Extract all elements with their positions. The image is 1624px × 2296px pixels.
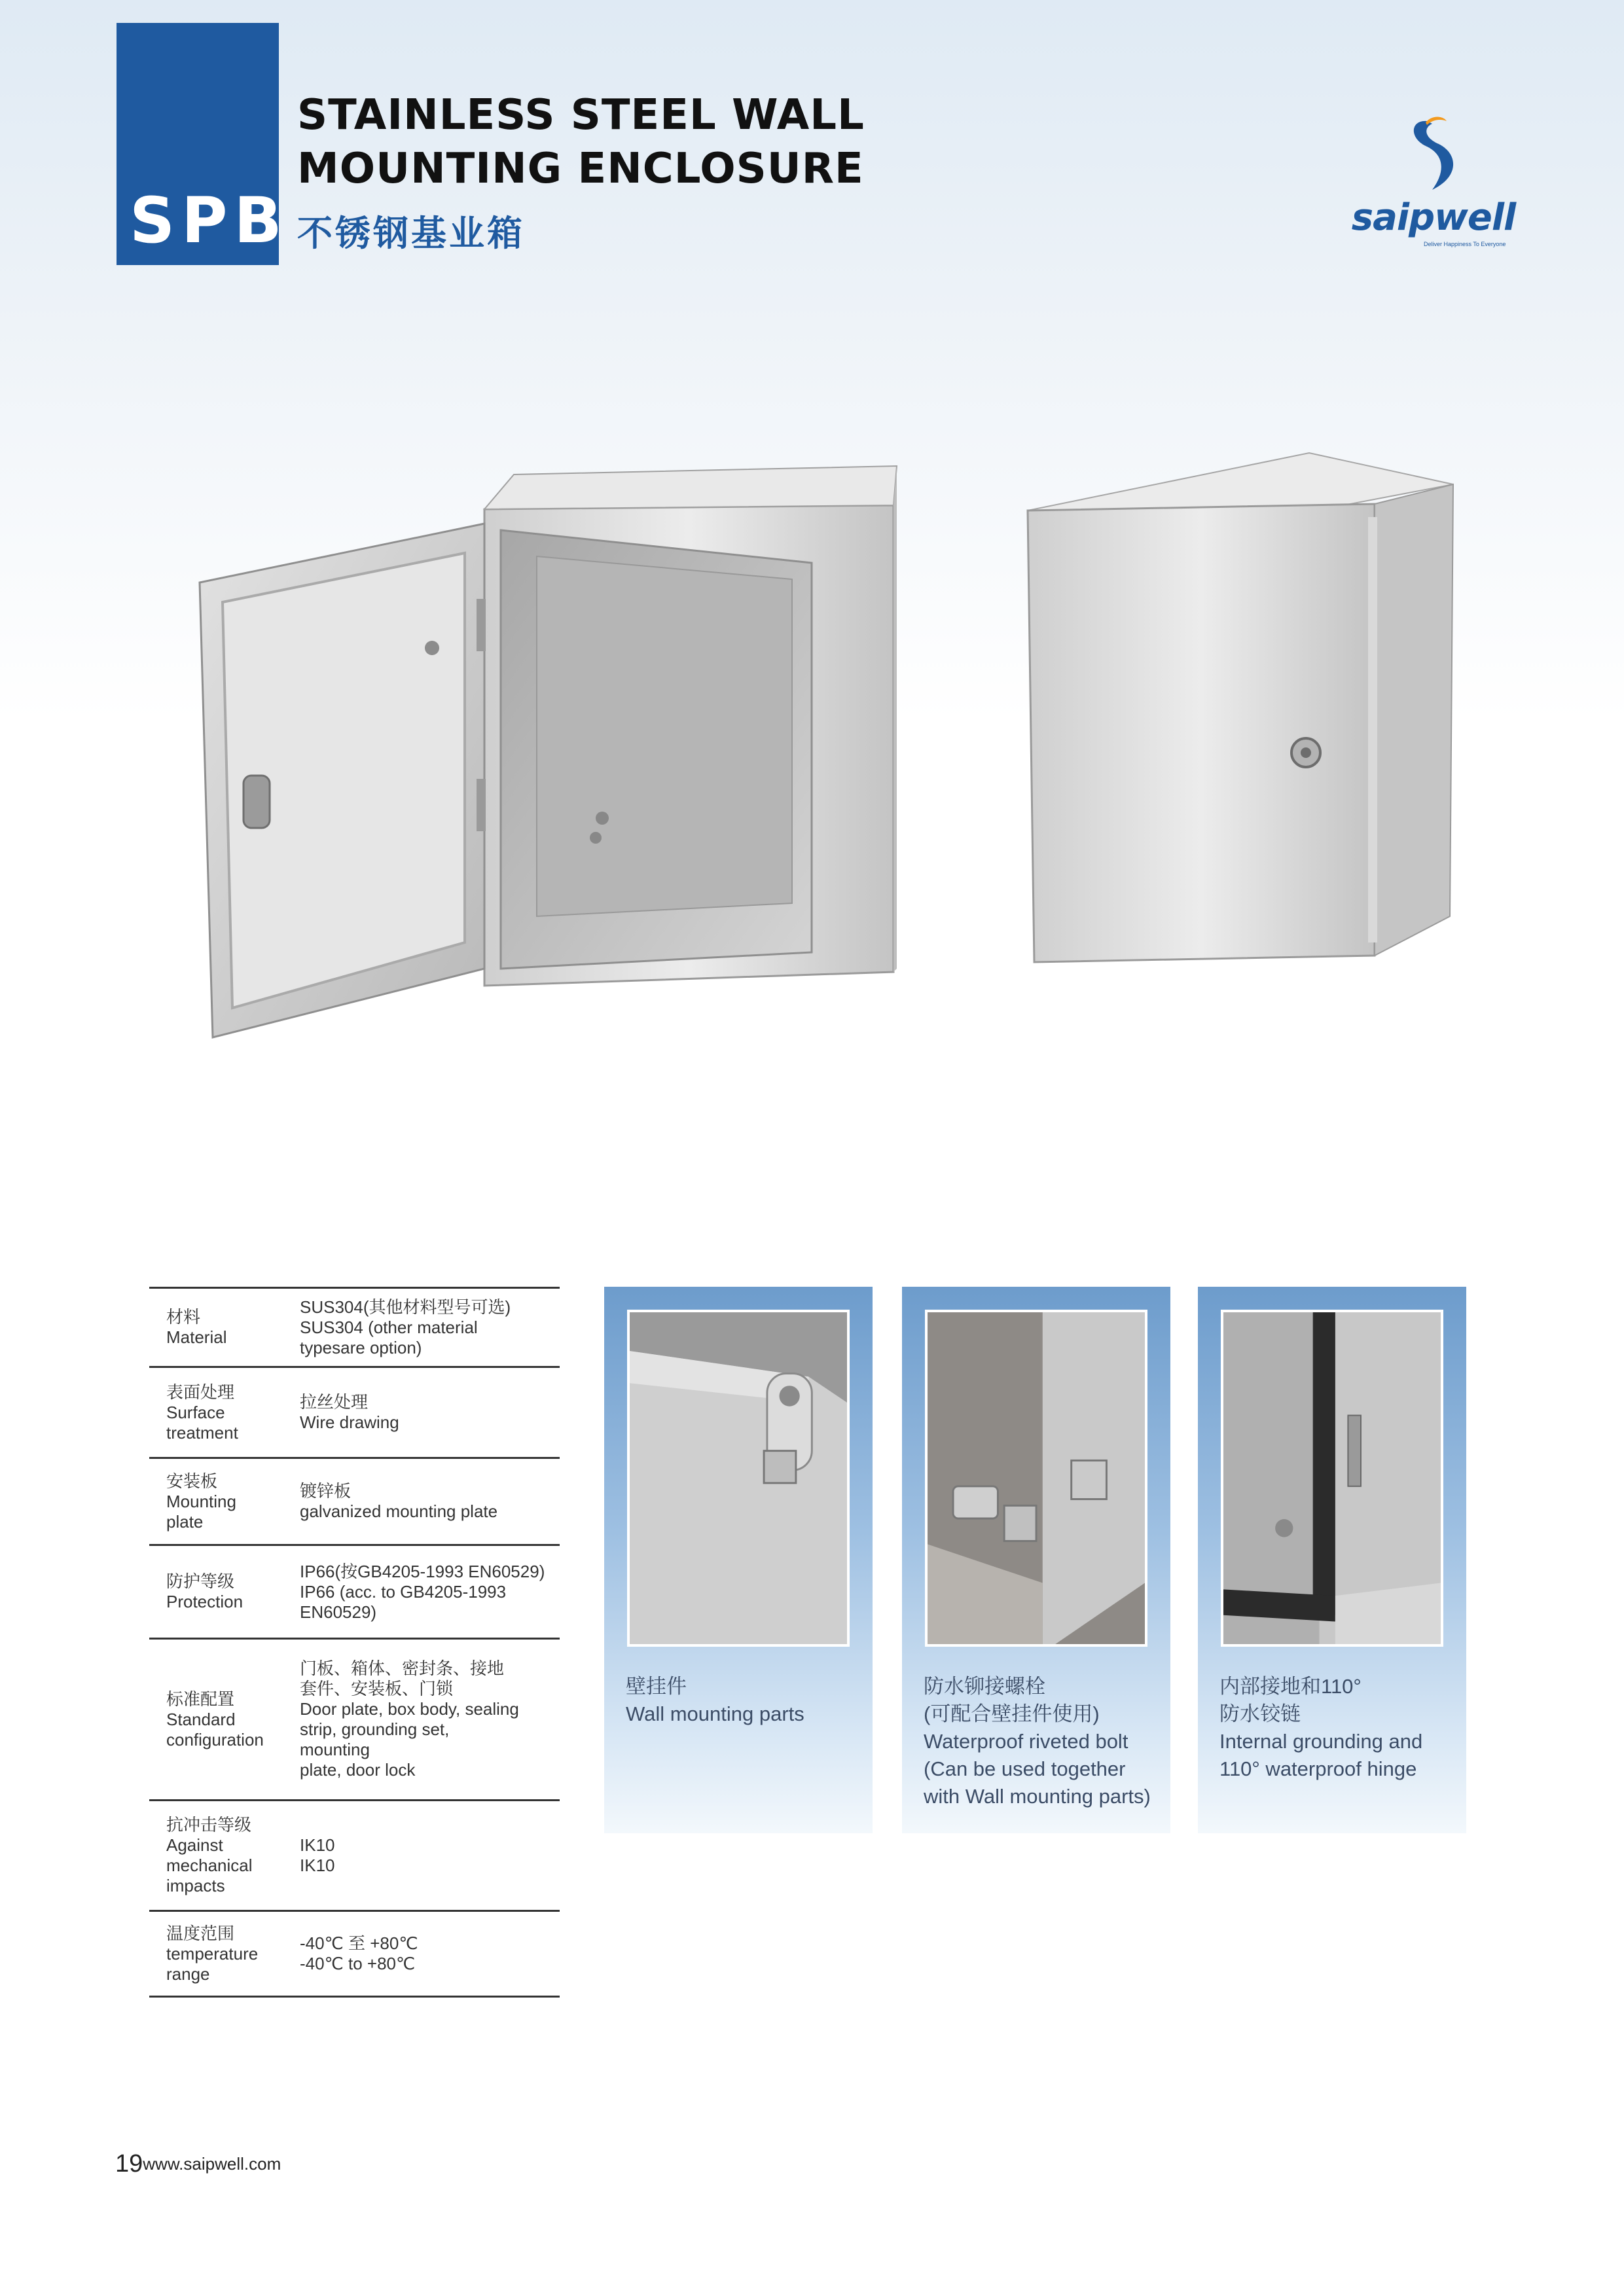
page-number: 19	[115, 2150, 143, 2178]
spec-value	[300, 1459, 560, 1544]
spec-label	[166, 1289, 284, 1366]
value-line: -40℃ to +80℃	[300, 1954, 416, 1973]
riveted-bolt-photo	[925, 1310, 1147, 1647]
label-cn: 表面处理	[166, 1382, 235, 1402]
label-cn: 材料	[166, 1307, 201, 1327]
series-code: SPB	[130, 184, 289, 257]
spec-value	[300, 1912, 560, 1996]
caption-line: 防水铆接螺栓	[924, 1675, 1045, 1698]
label-en: temperature	[166, 1943, 259, 1964]
spec-row-standard-config	[149, 1640, 560, 1801]
open-enclosure	[200, 466, 897, 1037]
spec-row-surface	[149, 1368, 560, 1459]
value-line: SUS304 (other material	[300, 1317, 478, 1337]
label-en: Standard	[166, 1709, 236, 1729]
value-line: typesare option)	[300, 1337, 422, 1357]
label-cn: 防护等级	[166, 1571, 235, 1591]
value-line: plate, door lock	[300, 1760, 416, 1780]
feature-panel-hinge	[1198, 1287, 1466, 1833]
saipwell-logo	[1348, 115, 1519, 252]
label-cn: 温度范围	[166, 1923, 235, 1943]
caption-line: 壁挂件	[626, 1675, 687, 1698]
spec-row-material	[149, 1287, 560, 1368]
value-line: IK10	[300, 1835, 335, 1855]
spec-label	[166, 1912, 284, 1996]
value-line: Door plate, box body, sealing	[300, 1699, 519, 1719]
page-title-cn: 不锈钢基业箱	[297, 213, 525, 254]
value-line: Wire drawing	[300, 1412, 399, 1432]
spec-value	[300, 1801, 560, 1910]
spec-value	[300, 1546, 560, 1638]
label-en: treatment	[166, 1422, 238, 1443]
website-link[interactable]: www.saipwell.com	[143, 2154, 281, 2174]
spec-value	[300, 1289, 560, 1366]
feature-panel-wall-mounting	[604, 1287, 873, 1833]
caption-line: 110° waterproof hinge	[1219, 1757, 1417, 1780]
caption-line: Wall mounting parts	[626, 1702, 804, 1725]
spec-label	[166, 1546, 284, 1638]
title-line-2: MOUNTING ENCLOSURE	[297, 145, 864, 193]
label-en: Protection	[166, 1592, 244, 1611]
spec-label	[166, 1801, 284, 1910]
grounding-hinge-photo	[1221, 1310, 1443, 1647]
spec-value	[300, 1640, 560, 1799]
spec-row-impact	[149, 1801, 560, 1912]
label-en: range	[166, 1964, 210, 1984]
value-line: -40℃ 至 +80℃	[300, 1933, 418, 1953]
value-line: SUS304(其他材料型号可选)	[300, 1297, 511, 1317]
value-line: 拉丝处理	[300, 1392, 369, 1412]
value-line: EN60529)	[300, 1602, 377, 1622]
logo-wordmark: saipwell	[1351, 196, 1516, 239]
spec-table	[149, 1287, 560, 1998]
caption-line: Internal grounding and	[1219, 1730, 1423, 1753]
series-badge	[117, 23, 289, 265]
logo-tagline: Deliver Happiness To Everyone	[1424, 241, 1506, 247]
spec-label	[166, 1368, 284, 1457]
hero-product-image	[183, 445, 1492, 1073]
label-cn: 抗冲击等级	[166, 1815, 252, 1835]
label-en: Material	[166, 1327, 227, 1347]
enclosure-illustration	[183, 445, 1492, 1073]
label-cn: 标准配置	[166, 1689, 235, 1709]
value-line: 镀锌板	[300, 1481, 352, 1501]
spec-label	[166, 1640, 284, 1799]
title-line-1: STAINLESS STEEL WALL	[297, 91, 865, 139]
caption-line: with Wall mounting parts)	[924, 1785, 1151, 1808]
label-en: impacts	[166, 1876, 225, 1895]
label-cn: 安装板	[166, 1471, 218, 1491]
value-line: galvanized mounting plate	[300, 1501, 498, 1521]
caption-line: Waterproof riveted bolt	[924, 1730, 1128, 1753]
feature-caption	[626, 1673, 868, 1728]
value-line: mounting	[300, 1740, 370, 1759]
label-en: plate	[166, 1511, 204, 1532]
label-en: Against	[166, 1835, 223, 1855]
wall-mounting-photo	[627, 1310, 850, 1647]
page-footer	[115, 2150, 281, 2178]
feature-caption	[924, 1673, 1166, 1810]
label-en: Mounting	[166, 1491, 236, 1511]
value-line: IK10	[300, 1856, 335, 1875]
spec-row-mounting-plate	[149, 1459, 560, 1546]
caption-line: (Can be used together	[924, 1757, 1126, 1780]
page-title-en	[297, 88, 952, 196]
value-line: IP66(按GB4205-1993 EN60529)	[300, 1561, 545, 1581]
label-en: Surface	[166, 1402, 225, 1422]
caption-line: (可配合壁挂件使用)	[924, 1702, 1100, 1725]
closed-enclosure	[1028, 453, 1453, 962]
value-line: 门板、箱体、密封条、接地	[300, 1659, 505, 1678]
caption-line: 防水铰链	[1219, 1702, 1301, 1725]
value-line: 套件、安装板、门锁	[300, 1679, 454, 1698]
swoosh-icon	[1348, 115, 1519, 200]
value-line: strip, grounding set,	[300, 1719, 450, 1739]
spec-label	[166, 1459, 284, 1544]
feature-panel-riveted-bolt	[902, 1287, 1170, 1833]
label-en: mechanical	[166, 1856, 253, 1875]
spec-value	[300, 1368, 560, 1457]
label-en: configuration	[166, 1729, 264, 1749]
feature-caption	[1219, 1673, 1462, 1783]
spec-row-protection	[149, 1546, 560, 1640]
caption-line: 内部接地和110°	[1219, 1675, 1362, 1698]
spec-row-temperature	[149, 1912, 560, 1998]
value-line: IP66 (acc. to GB4205-1993	[300, 1581, 507, 1602]
